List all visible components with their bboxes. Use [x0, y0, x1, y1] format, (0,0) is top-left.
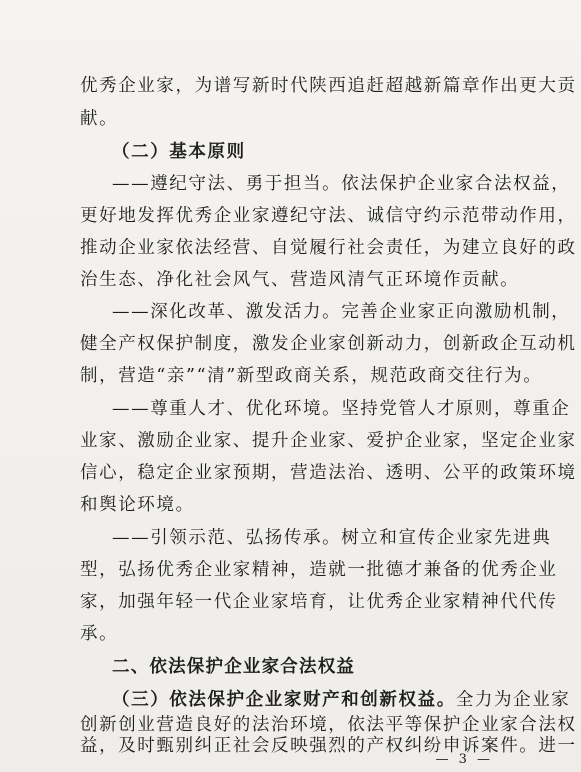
section-subheading: （三）依法保护企业家财产和创新权益。 [112, 690, 456, 710]
section-heading: 二、依法保护企业家合法权益 [112, 657, 356, 677]
section-line [112, 688, 570, 712]
section-line: 益，及时甄别纠正社会反映强烈的产权纠纷申诉案件。进一 [80, 736, 577, 756]
principle-line: 制，营造“亲”“清”新型政商关系，规范政商交往行为。 [80, 366, 543, 386]
principle-line: 和舆论环境。 [80, 495, 195, 515]
principle-line: 业家、激励企业家、提升企业家、爱护企业家，坚定企业家 [80, 431, 577, 451]
principle-line: 承。 [80, 624, 119, 644]
paragraph-line: 献。 [80, 109, 119, 129]
principle-line: 更好地发挥优秀企业家遵纪守法、诚信守约示范带动作用， [80, 206, 577, 226]
principle-line: 信心，稳定企业家预期，营造法治、透明、公平的政策环境 [80, 463, 577, 483]
principle-line: 推动企业家依法经营、自觉履行社会责任，为建立良好的政 [80, 238, 577, 258]
principle-line: 家，加强年轻一代企业家培育，让优秀企业家精神代代传 [80, 592, 558, 612]
section-text: 全力为企业家 [455, 690, 571, 710]
principle-line: 型，弘扬优秀企业家精神，造就一批德才兼备的优秀企业 [80, 560, 558, 580]
principle-line: ——尊重人才、优化环境。坚持党管人才原则，尊重企 [112, 399, 571, 419]
principle-line: ——遵纪守法、勇于担当。依法保护企业家合法权益， [112, 174, 571, 194]
page-number: — 3 — [435, 752, 493, 767]
principle-line: ——引领示范、弘扬传承。树立和宣传企业家先进典 [112, 528, 552, 548]
principle-line: 治生态、净化社会风气、营造风清气正环境作贡献。 [80, 270, 520, 290]
principle-line: ——深化改革、激发活力。完善企业家正向激励机制， [112, 302, 571, 322]
section-line: 创新创业营造良好的法治环境，依法平等保护企业家合法权 [80, 715, 577, 735]
subheading-basic-principles: （二）基本原则 [112, 142, 246, 162]
principle-line: 健全产权保护制度，激发企业家创新动力，创新政企互动机 [80, 334, 577, 354]
paragraph-line: 优秀企业家，为谱写新时代陕西追赶超越新篇章作出更大贡 [80, 76, 577, 96]
